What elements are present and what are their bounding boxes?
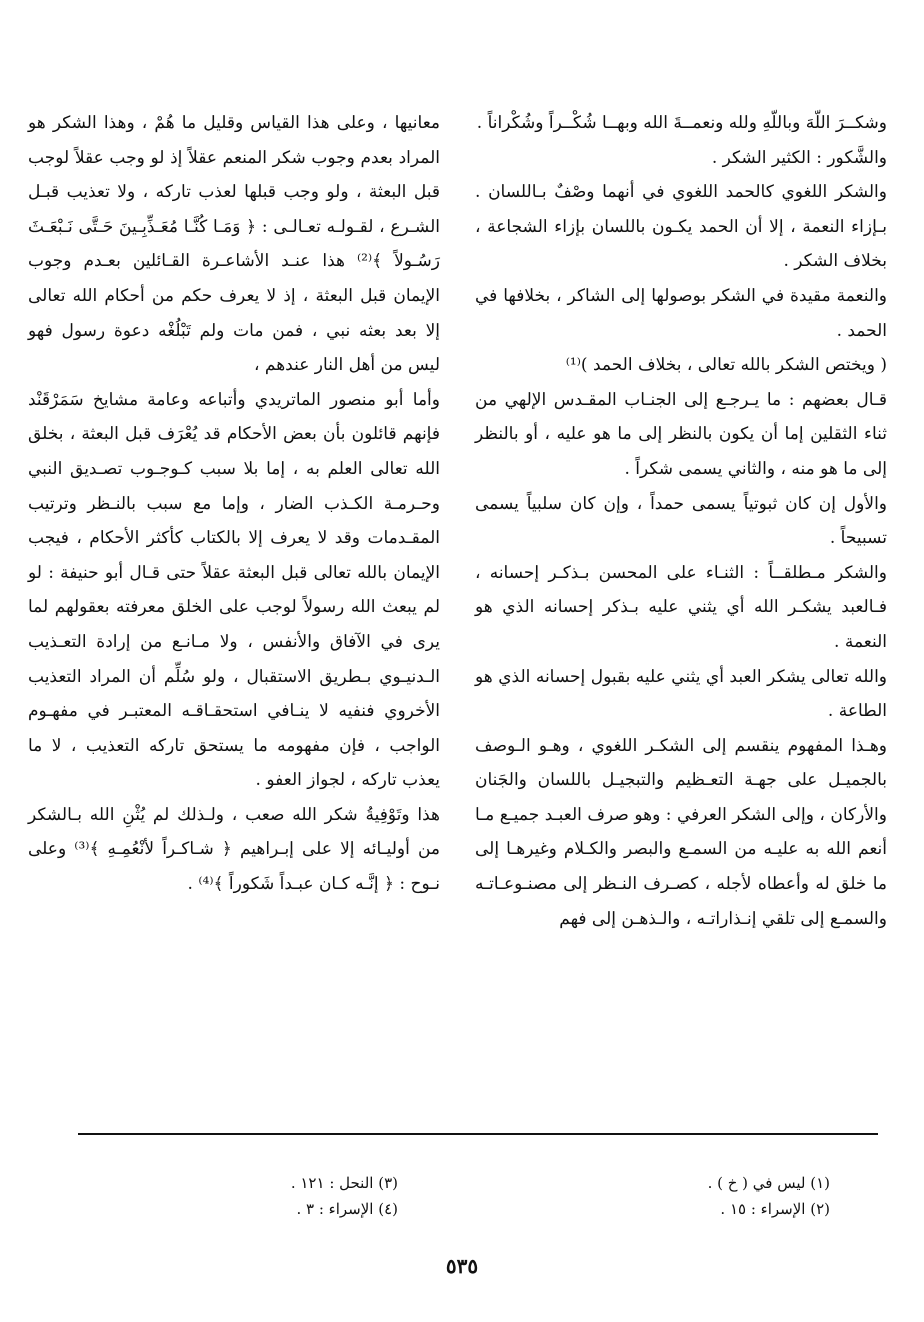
page-number: ٥٣٥ bbox=[445, 1254, 479, 1278]
paragraph: قـال بعضهم : ما يـرجـع إلى الجنـاب المقـدس الإلهي من ثناء الثقلين إما أن يكون بالنظر إلى ما هو عليه ، أو بالنظر إلى ما هو منه ، والثاني يسمى شكراً . bbox=[475, 389, 887, 479]
paragraph: وأما أبو منصور الماتريدي وأتباعه وعامة مشايخ سَمَرْقَنْد فإنهم قائلون بأن بعض الأحكام قد يُعْرَف قبل البعثة ، بخلق الله تعالى العلم به ، إما بلا سبب كـوجـوب تصـديق النبي وحـرمـة الكـذب الضار ، وإما مع سبب بالنـظر وترتيب المقـدمات وقد لا يعرف إلا بالكتاب كأكثر الأحكام ، فيجب الإيمان بالله تعالى قبل البعثة عقلاً حتى قـال أبو حنيفة : لو لم يبعث الله رسولاً لوجب على الخلق معرفته بعقولهم لما يرى في الآفاق والأنفس ، ولا مـانـع من إرادة التعـذيب الـدنيـوي بـطريق الاستقبال ، ولو سُلِّم أن المراد التعذيب الأخروي فنفيه لا ينـافي استحقـاقـه المعتبـر في مفهـوم الواجب ، فإن مفهومه ما يستحق تاركه التعذيب ، لا ما يعذب تاركه ، لجواز العفو . bbox=[28, 389, 440, 791]
footnotes-left bbox=[98, 1170, 398, 1222]
footnote: (٣) النحل : ١٢١ . bbox=[290, 1174, 398, 1192]
footnote: (١) ليس في ( خ ) . bbox=[707, 1174, 830, 1192]
paragraph: معانيها ، وعلى هذا القياس وقليل ما هُمْ ، وهذا الشكر هو المراد بعدم وجوب شكر المنعم عقلاً إذ لو وجب عقلاً لوجب قبل البعثة ، ولو وجب قبلها لعذب تاركه ، ولا تعذيب قبـل الشـرع ، لقـولـه تعـالـى : ﴿ وَمَـا كُنَّـا مُعَـذِّبِـينَ حَـتَّى نَـبْعَـثَ رَسُـولاً ﴾⁽²⁾ هذا عنـد الأشاعـرة القـائلين بعـدم وجوب الإيمان قبل البعثة ، إذ لا يعرف حكم من أحكام الله تعالى إلا بعد بعثه نبي ، فمن مات ولم تَبْلُغْه دعوة رسول فهو ليس من أهل النار عندهم ، bbox=[28, 113, 440, 376]
paragraph: هذا وتَوْفِيةُ شكر الله صعب ، ولـذلك لم يُثْنِ الله بـالشكر من أوليـائه إلا على إبـراهيم ﴿ شـاكـراً لأنْعُمِـهِ ﴾⁽³⁾ وعلى نـوح : ﴿ إنَّـه كـان عبـداً شَكوراً ﴾⁽⁴⁾ . bbox=[28, 804, 441, 895]
paragraph: والله تعالى يشكر العبد أي يثني عليه بقبول إحسانه الذي هو الطاعة . bbox=[475, 666, 887, 722]
footnote: (٤) الإسراء : ٣ . bbox=[296, 1200, 398, 1218]
right-text-column bbox=[475, 106, 887, 936]
paragraph: والشكر مـطلقــاً : الثنـاء على المحسن بـذكـر إحسانه ، فـالعبد يشكـر الله أي يثني عليه بـذكر إحسانه الذي هو النعمة . bbox=[475, 562, 887, 652]
paragraph: ( ويختص الشكر بالله تعالى ، بخلاف الحمد )⁽¹⁾ bbox=[565, 355, 887, 376]
paragraph: وهـذا المفهوم ينقسم إلى الشكـر اللغوي ، وهـو الـوصف بالجميـل على جهـة التعـظيم والتبجيـل باللسان والجَنان والأركان ، وإلى الشكر العرفي : وهو صرف العبـد جميـع مـا أنعم الله به عليـه من السمـع والبصر والكـلام وغيرهـا إلى ما خلق له وأعطاه لأجله ، كصـرف النـظر إلى مصنـوعـاتـه والسمـع إلى تلقي إنـذاراتـه ، والـذهـن إلى فهم bbox=[475, 735, 887, 929]
footnote-divider bbox=[78, 1133, 878, 1135]
left-text-column bbox=[28, 106, 440, 902]
footnote: (٢) الإسراء : ١٥ . bbox=[720, 1200, 830, 1218]
paragraph: والنعمة مقيدة في الشكر بوصولها إلى الشاكر ، بخلافها في الحمد . bbox=[475, 285, 887, 341]
paragraph: والأول إن كان ثبوتياً يسمى حمداً ، وإن كان سلبياً يسمى تسبيحاً . bbox=[475, 493, 887, 549]
footnotes-right bbox=[530, 1170, 830, 1222]
paragraph: وشكــرَ اللّهَ وباللّهِ ولله ونعمــةَ الله وبهــا شُكْــراً وشُكْراناً . bbox=[476, 113, 887, 133]
paragraph: والشَّكور : الكثير الشكر . bbox=[711, 147, 887, 168]
paragraph: والشكر اللغوي كالحمد اللغوي في أنهما وصْفٌ بـاللسان . بـإزاء النعمة ، إلا أن الحمد يكـون باللسان بإزاء الشجاعة ، بخلاف الشكر . bbox=[475, 182, 887, 272]
